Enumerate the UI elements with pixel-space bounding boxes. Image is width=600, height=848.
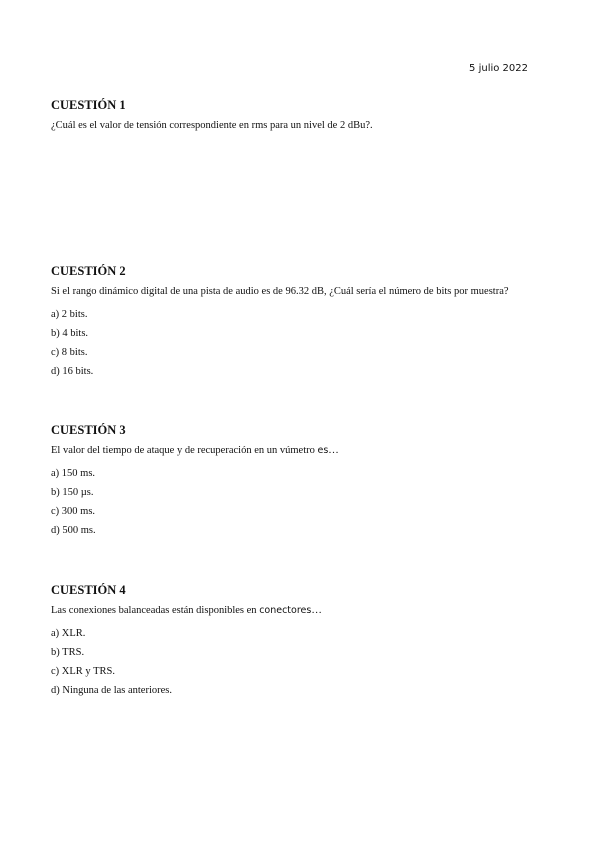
option-c: c) 8 bits.: [51, 347, 88, 358]
option-c: c) 300 ms.: [51, 506, 96, 517]
option-a: a) XLR.: [51, 628, 86, 639]
question-text-highlight: es: [317, 445, 329, 456]
options-list: [51, 308, 551, 378]
question-title: CUESTIÓN 1: [51, 98, 126, 112]
question-text: Si el rango dinámico digital de una pista de audio es de 96.32 dB, ¿Cuál sería el número de bits por muestra?: [51, 286, 509, 297]
options-list: [51, 627, 551, 697]
option-a: a) 150 ms.: [51, 468, 96, 479]
question-title: CUESTIÓN 2: [51, 264, 126, 278]
question-text-end: …: [328, 445, 339, 456]
option-b: b) 150 µs.: [51, 487, 94, 498]
question-2: [51, 264, 551, 384]
question-3: [51, 423, 551, 543]
question-1: [51, 98, 551, 132]
question-title: CUESTIÓN 3: [51, 423, 126, 437]
question-title: CUESTIÓN 4: [51, 583, 126, 597]
question-text-start: El valor del tiempo de ataque y de recuperación en un vúmetro: [51, 445, 318, 456]
question-text-end: …: [311, 605, 322, 616]
option-b: b) TRS.: [51, 647, 85, 658]
question-text: [51, 444, 551, 457]
question-text: [51, 604, 551, 617]
question-text-highlight: conectores: [259, 605, 312, 616]
option-d: d) 500 ms.: [51, 525, 96, 536]
option-b: b) 4 bits.: [51, 328, 89, 339]
option-a: a) 2 bits.: [51, 309, 88, 320]
document-date: 5 julio 2022: [469, 63, 528, 74]
question-text: ¿Cuál es el valor de tensión correspondiente en rms para un nivel de 2 dBu?.: [51, 120, 373, 131]
question-text-start: Las conexiones balanceadas están disponibles en: [51, 605, 260, 616]
question-4: [51, 583, 551, 703]
option-d: d) 16 bits.: [51, 366, 94, 377]
option-c: c) XLR y TRS.: [51, 666, 115, 677]
options-list: [51, 467, 551, 537]
option-d: d) Ninguna de las anteriores.: [51, 685, 173, 696]
